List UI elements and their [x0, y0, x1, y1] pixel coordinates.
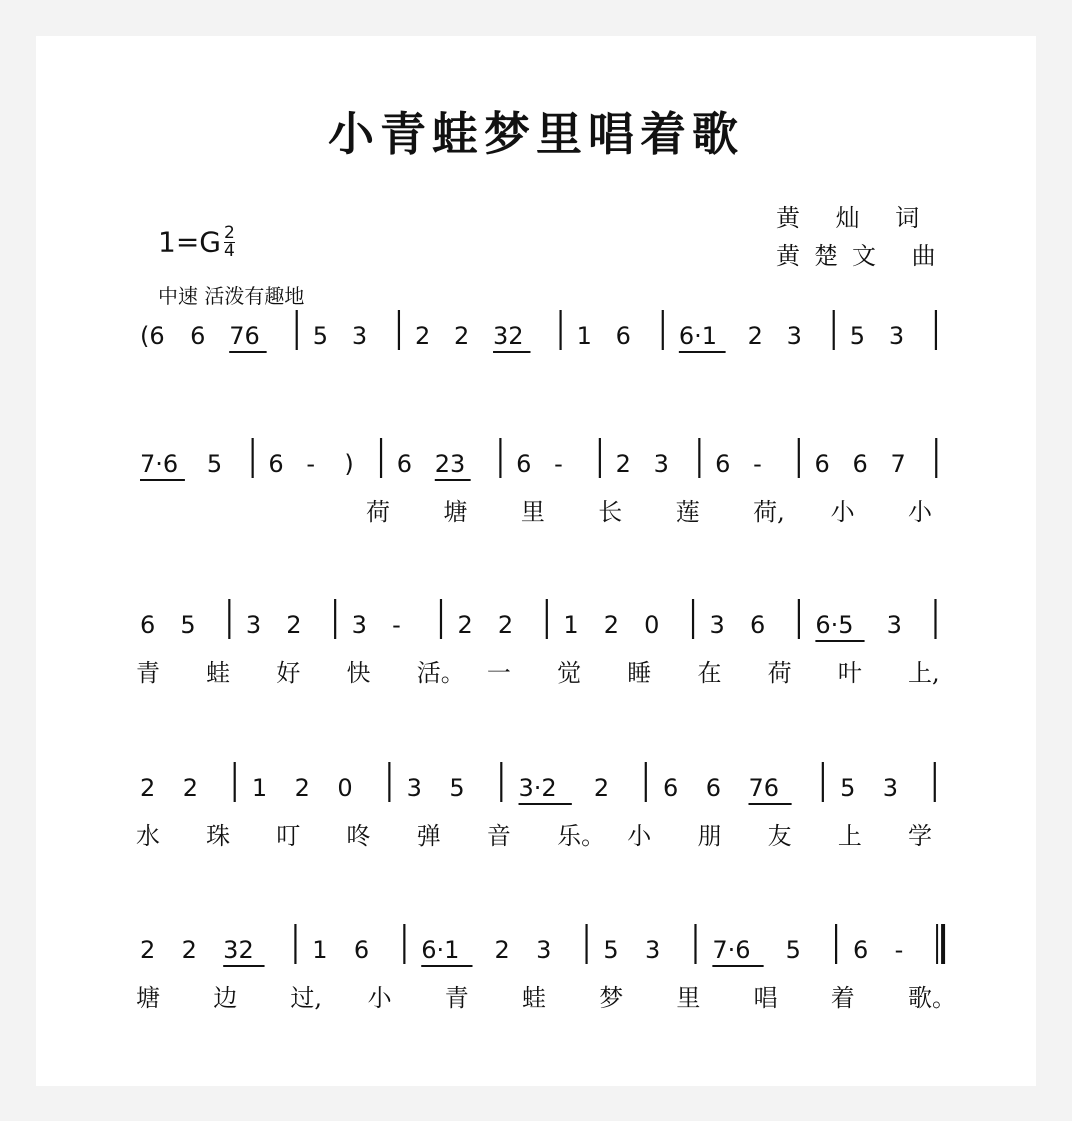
lyric-syllable: 小	[367, 984, 392, 1012]
note-group: 0	[337, 774, 353, 802]
note-group: 3	[653, 450, 669, 478]
note-group: 3	[709, 611, 725, 639]
note-group: 6	[190, 322, 206, 350]
note-group: 32	[223, 936, 254, 964]
note-group: 2	[615, 450, 631, 478]
lyric-syllable: 学	[908, 822, 932, 850]
lyric-syllable: 活。	[416, 659, 465, 687]
lyricist-credit: 黄 灿 词	[776, 204, 934, 232]
lyric-syllable: 梦	[599, 984, 624, 1012]
lyric-syllable: 快	[346, 659, 371, 687]
lyric-syllable: 过,	[290, 984, 323, 1012]
note-group: 6	[715, 450, 731, 478]
lyric-syllable: 觉	[557, 659, 582, 687]
note-group: 2	[294, 774, 310, 802]
note-group: 3	[351, 322, 368, 350]
note-group: -	[306, 450, 316, 478]
note-group: 2	[286, 611, 302, 639]
note-group: 5	[603, 936, 619, 964]
lyric-syllable: 音	[486, 822, 511, 850]
lyric-syllable: 小	[830, 498, 855, 526]
note-group: 3	[888, 322, 905, 350]
score-staff	[36, 36, 1036, 1086]
sheet-page	[36, 36, 1036, 1086]
note-group: 6	[140, 611, 156, 639]
note-group: 6	[852, 936, 869, 964]
note-group: 76	[229, 322, 260, 350]
lyric-syllable: 唱	[753, 984, 778, 1012]
note-group: 3	[882, 774, 899, 802]
note-group: 1	[251, 774, 268, 802]
lyric-syllable: 小	[627, 822, 652, 850]
note-group: 7	[890, 450, 906, 478]
note-group: -	[392, 611, 401, 639]
lyric-syllable: 荷,	[753, 498, 785, 526]
note-group: 2	[140, 936, 156, 964]
lyric-syllable: 青	[136, 659, 160, 687]
note-group: 23	[434, 450, 466, 478]
composer-credit: 黄楚文 曲	[776, 242, 950, 270]
note-group: 1	[576, 322, 592, 350]
note-group: 2	[494, 936, 510, 964]
lyric-syllable: 朋	[697, 822, 722, 850]
key-text: 1=G	[158, 225, 221, 259]
note-group: 3·2	[518, 774, 557, 802]
note-group: 5	[312, 322, 329, 350]
lyric-syllable: 蛙	[206, 659, 231, 687]
lyric-syllable: 珠	[206, 822, 231, 850]
lyric-syllable: 好	[276, 659, 301, 687]
note-group: 6	[749, 611, 766, 639]
note-group: 3	[245, 611, 262, 639]
note-group: 5	[206, 450, 223, 478]
note-group: 6	[396, 450, 413, 478]
lyric-syllable: 弹	[416, 822, 441, 850]
note-group: 32	[493, 322, 524, 350]
lyric-syllable: 叮	[276, 822, 301, 850]
note-group: 6·5	[815, 611, 854, 639]
note-group: 3	[351, 611, 367, 639]
lyric-syllable: 里	[676, 984, 701, 1012]
note-group: 3	[886, 611, 902, 639]
lyric-syllable: 里	[520, 498, 545, 526]
lyric-syllable: 塘	[136, 984, 160, 1012]
note-group: 6	[615, 322, 631, 350]
note-group: 5	[449, 774, 465, 802]
note-group: 5	[180, 611, 196, 639]
lyric-syllable: 歌。	[908, 984, 956, 1012]
note-group: 6	[268, 450, 284, 478]
lyric-syllable: 友	[767, 822, 792, 850]
time-signature-bottom: 4	[223, 240, 235, 261]
lyric-syllable: 莲	[675, 498, 700, 526]
time-signature-top: 2	[223, 222, 235, 243]
note-group: 5	[849, 322, 866, 350]
note-group: 2	[415, 322, 431, 350]
note-group: 2	[454, 322, 470, 350]
lyric-syllable: 在	[697, 659, 722, 687]
note-group: 2	[747, 322, 763, 350]
note-group: 3	[645, 936, 661, 964]
note-group: -	[554, 450, 563, 478]
note-group: 2	[181, 936, 197, 964]
note-group: 1	[312, 936, 328, 964]
note-group: 2	[497, 611, 514, 639]
note-group: 5	[840, 774, 856, 802]
note-group: 6	[814, 450, 830, 478]
lyric-syllable: 荷	[767, 659, 792, 687]
lyric-syllable: 水	[136, 822, 160, 850]
note-group: 3	[536, 936, 552, 964]
note-group: 1	[563, 611, 579, 639]
note-group: 6·1	[421, 936, 460, 964]
lyric-syllable: 边	[213, 984, 238, 1012]
note-group: -	[894, 936, 904, 964]
note-group: 7·6	[140, 450, 179, 478]
note-group: 0	[644, 611, 660, 639]
note-group: 6	[852, 450, 868, 478]
note-group: 2	[457, 611, 473, 639]
note-group: 76	[748, 774, 780, 802]
note-group: 2	[182, 774, 199, 802]
tempo-marking: 中速 活泼有趣地	[158, 284, 305, 308]
note-group: 6	[516, 450, 532, 478]
lyric-syllable: 长	[598, 498, 623, 526]
lyric-syllable: 小	[908, 498, 932, 526]
lyric-syllable: 荷	[366, 498, 390, 526]
note-group: 6	[663, 774, 679, 802]
note-group: 2	[603, 611, 620, 639]
lyric-syllable: 青	[444, 984, 469, 1012]
lyric-syllable: 睡	[627, 659, 652, 687]
lyric-syllable: 一	[486, 659, 511, 687]
note-group: 3	[406, 774, 422, 802]
note-group: 3	[786, 322, 802, 350]
note-group: 2	[140, 774, 156, 802]
lyric-syllable: 乐。	[557, 822, 606, 850]
note-group: 6·1	[678, 322, 718, 350]
note-group: 6	[705, 774, 722, 802]
lyric-syllable: 咚	[346, 822, 371, 850]
note-group: 2	[593, 774, 610, 802]
lyric-syllable: 上	[837, 822, 862, 850]
note-group: -	[753, 450, 762, 478]
lyric-syllable: 着	[830, 984, 855, 1012]
lyric-syllable: 塘	[443, 498, 468, 526]
note-group: (6	[140, 322, 165, 350]
lyric-syllable: 上,	[908, 659, 940, 687]
note-group: 7·6	[712, 936, 751, 964]
note-group: 5	[785, 936, 801, 964]
lyric-syllable: 叶	[837, 659, 862, 687]
note-group: )	[344, 450, 354, 478]
note-group: 6	[353, 936, 370, 964]
song-title: 小青蛙梦里唱着歌	[328, 107, 744, 161]
lyric-syllable: 蛙	[522, 984, 546, 1012]
